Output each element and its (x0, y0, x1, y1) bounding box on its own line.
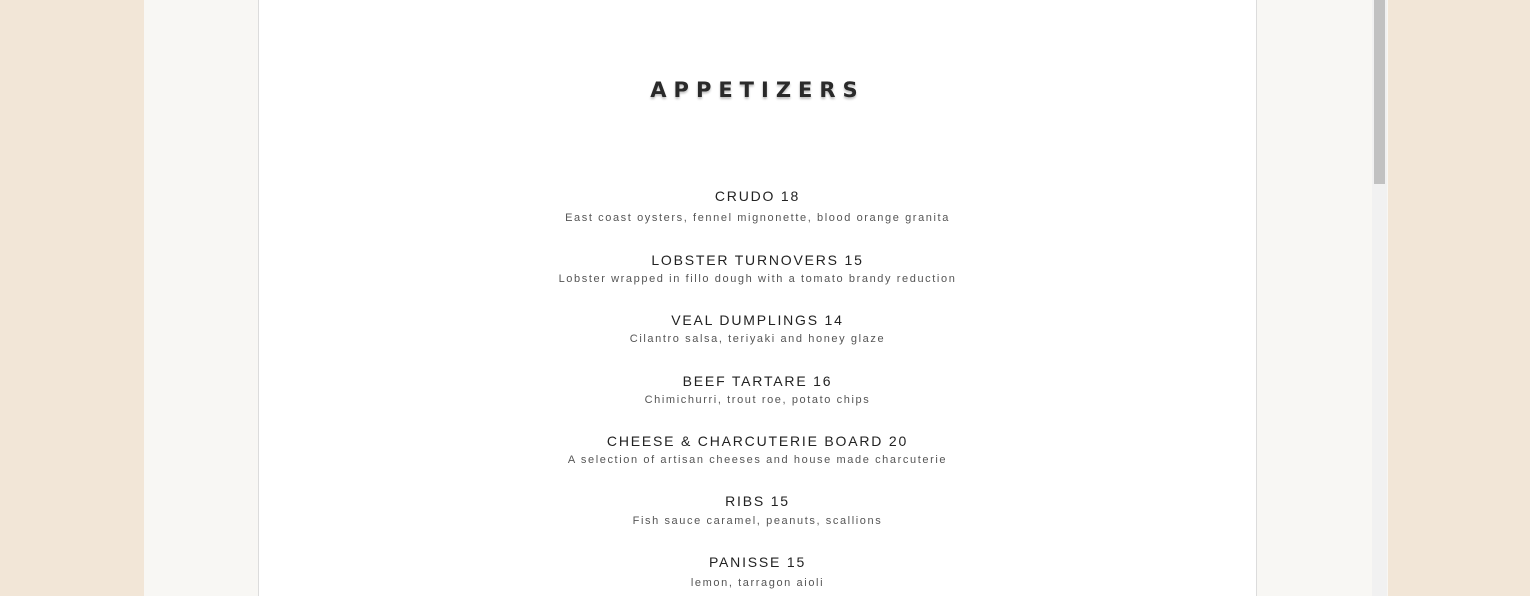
menu-item-description: Cilantro salsa, teriyaki and honey glaze (629, 333, 886, 345)
menu-item-description: Fish sauce caramel, peanuts, scallions (632, 515, 883, 527)
menu-item-description: lemon, tarragon aioli (690, 577, 825, 589)
menu-item (259, 432, 1256, 468)
menu-item-name: PANISSE 15 (708, 554, 807, 570)
menu-item-description: Chimichurri, trout roe, potato chips (644, 394, 871, 406)
menu-item (259, 251, 1256, 287)
scrollbar-thumb[interactable] (1374, 0, 1385, 184)
menu-item-name: CHEESE & CHARCUTERIE BOARD 20 (606, 433, 909, 449)
menu-item-description: A selection of artisan cheeses and house made charcuterie (567, 454, 948, 466)
menu-item (259, 492, 1256, 529)
menu-frame (144, 0, 1388, 596)
section-title: APPETIZERS (650, 78, 865, 102)
menu-item-name: VEAL DUMPLINGS 14 (671, 312, 844, 328)
menu-item-name: LOBSTER TURNOVERS 15 (651, 252, 864, 268)
menu-item-name: RIBS 15 (725, 493, 790, 509)
menu-item-description: Lobster wrapped in fillo dough with a tomato brandy reduction (558, 273, 957, 285)
menu-item-description: East coast oysters, fennel mignonette, blood orange granita (565, 212, 950, 224)
menu-item (259, 553, 1256, 591)
menu-item-name: CRUDO 18 (714, 188, 801, 204)
menu-item (259, 187, 1256, 226)
menu-page (258, 0, 1257, 596)
menu-item-name: BEEF TARTARE 16 (682, 373, 833, 389)
menu-item (259, 311, 1256, 347)
menu-item (259, 372, 1256, 408)
